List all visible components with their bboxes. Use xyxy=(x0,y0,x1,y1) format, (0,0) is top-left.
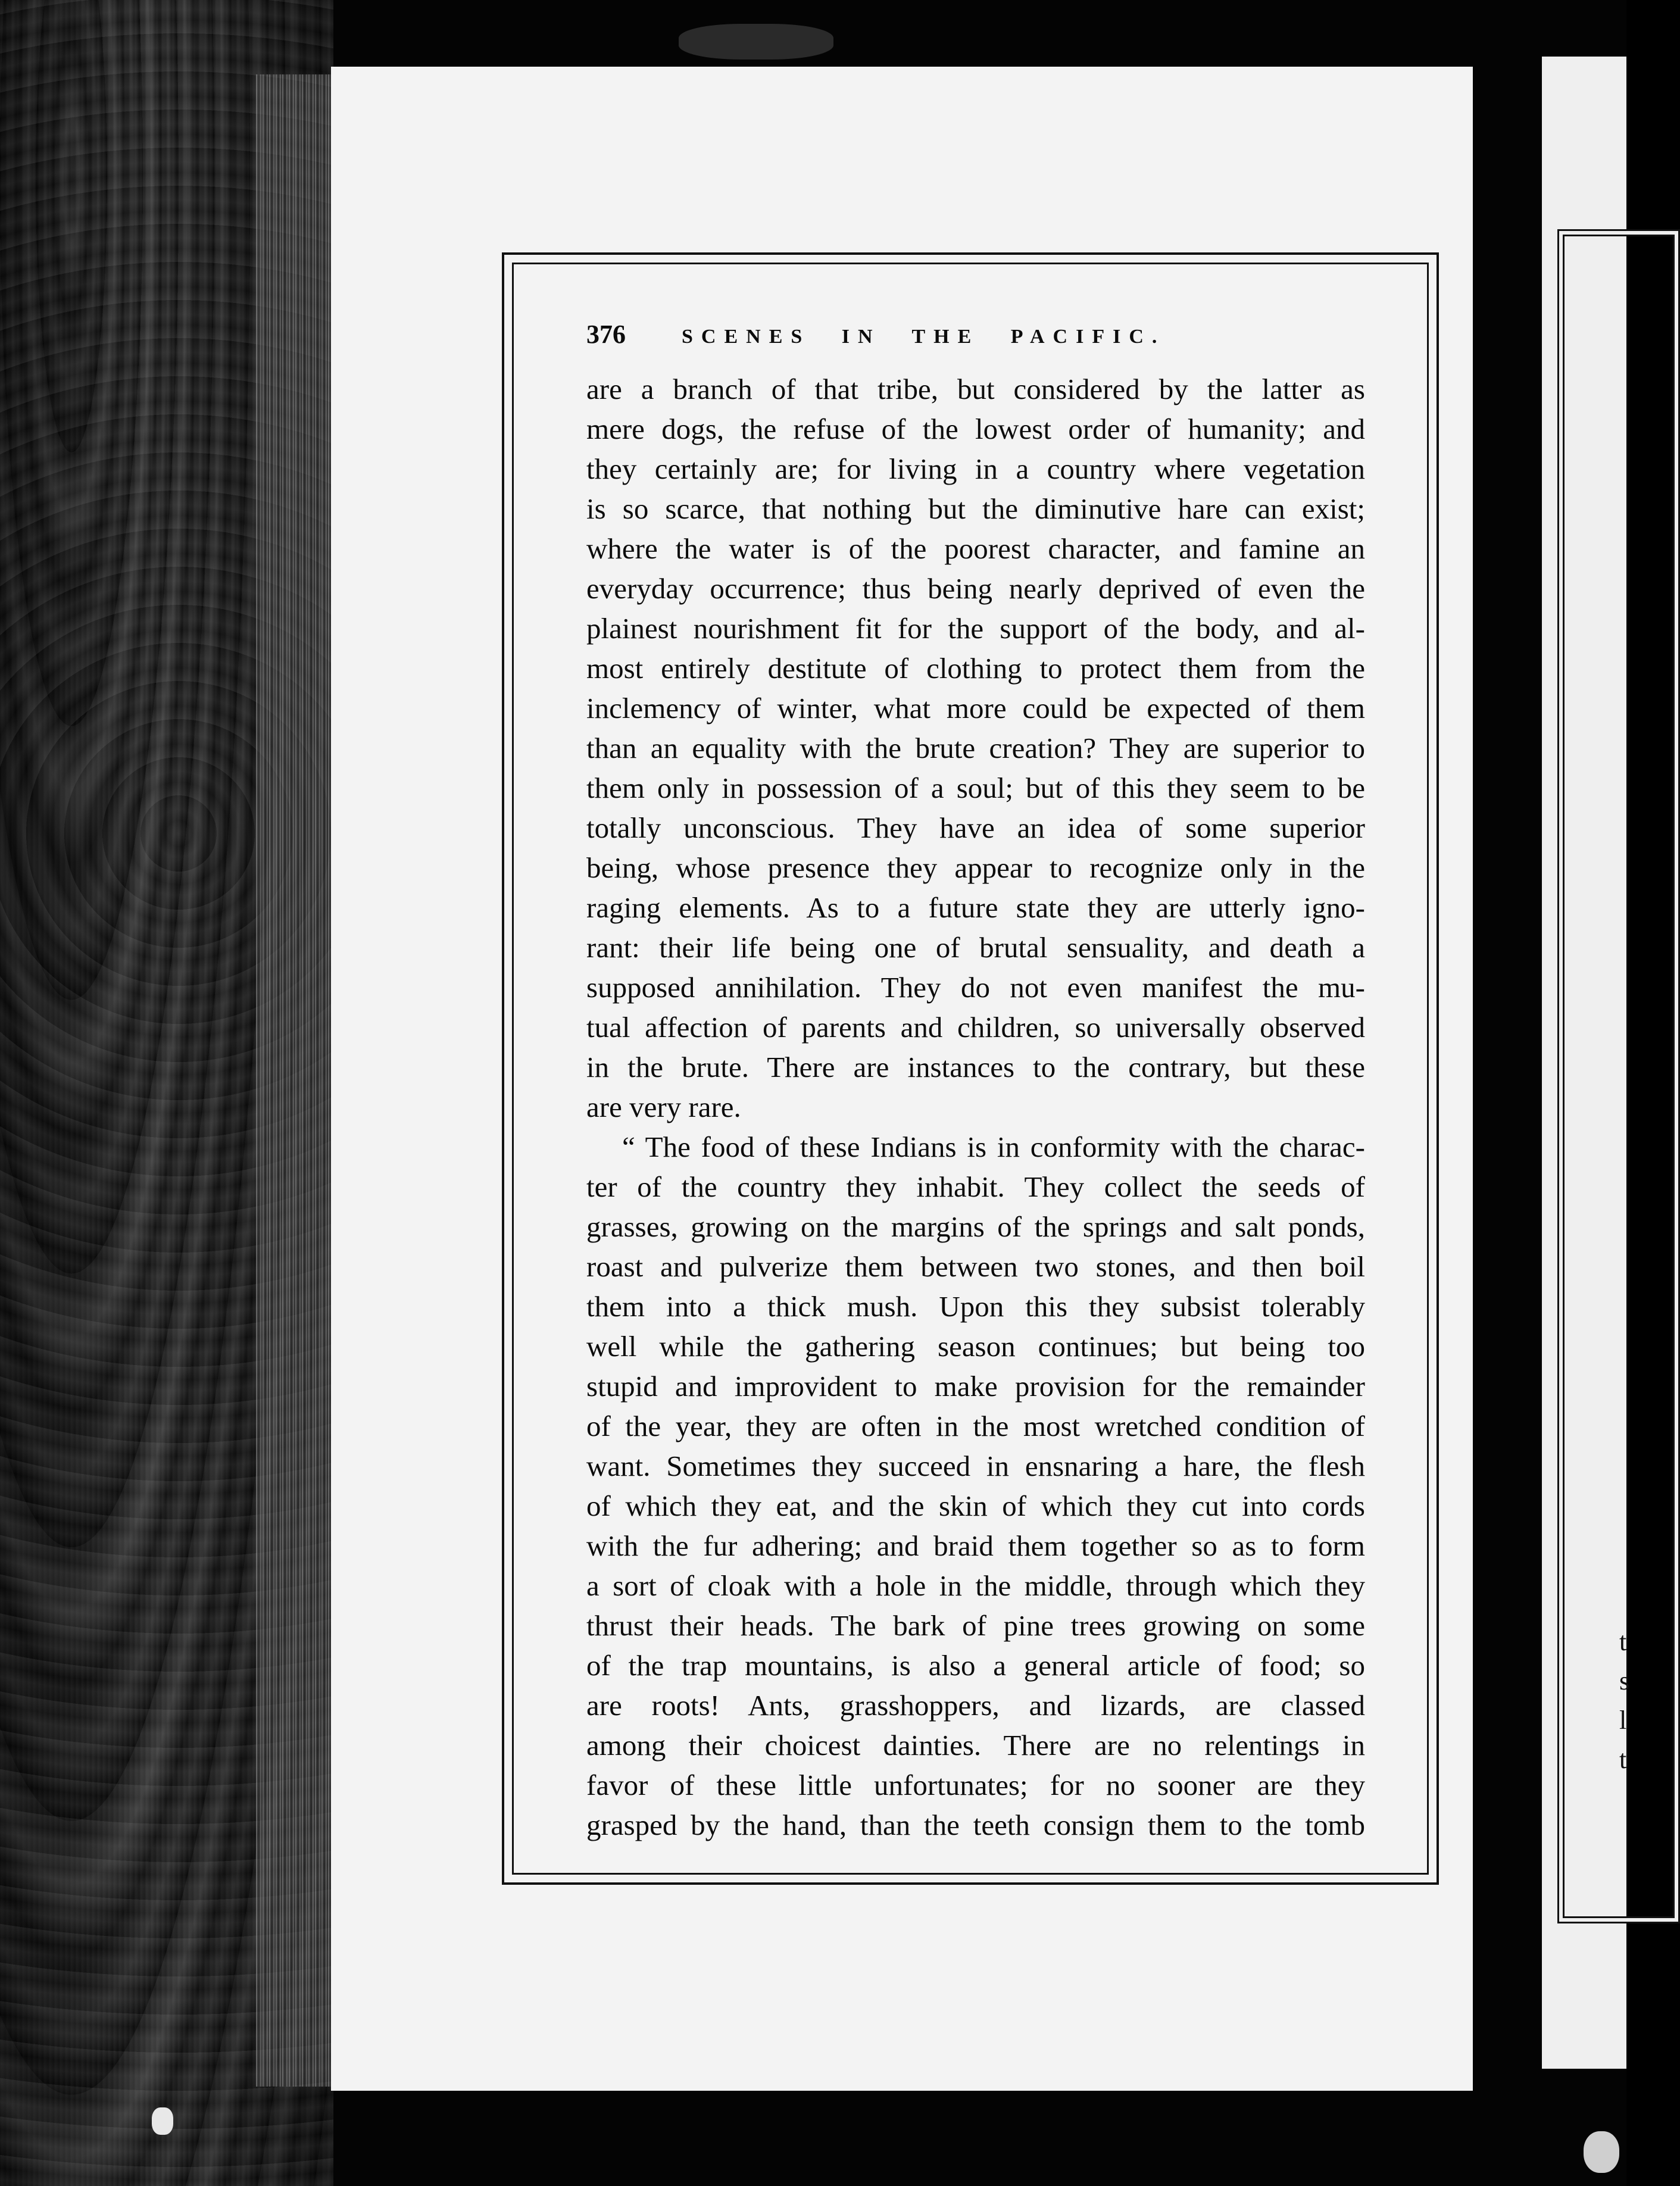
text-line: most entirely destitute of clothing to protect them from the xyxy=(586,652,1365,685)
text-line: of the trap mountains, is also a general article of food; so xyxy=(586,1649,1365,1682)
text-line: a sort of cloak with a hole in the middle, through which they xyxy=(586,1569,1365,1602)
text-line: with the fur adhering; and braid them together so as to form xyxy=(586,1529,1365,1562)
text-line: they certainly are; for living in a country where vegetation xyxy=(586,452,1365,485)
text-line: well while the gathering season continues; but being too xyxy=(586,1330,1365,1363)
page-text-block xyxy=(586,319,1365,1845)
text-line: grasses, growing on the margins of the springs and salt ponds, xyxy=(586,1210,1365,1243)
text-line: favor of these little unfortunates; for no sooner are they xyxy=(586,1769,1365,1801)
text-line: inclemency of winter, what more could be expected of them xyxy=(586,692,1365,724)
text-line: than an equality with the brute creation? They are superior to xyxy=(586,732,1365,764)
text-line: where the water is of the poorest character, and famine an xyxy=(586,532,1365,565)
scan-speck xyxy=(152,2107,173,2135)
text-line: is so scarce, that nothing but the diminutive hare can exist; xyxy=(586,492,1365,525)
running-title: SCENES IN THE PACIFIC. xyxy=(682,326,1166,348)
text-line: are roots! Ants, grasshoppers, and lizards, are classed xyxy=(586,1689,1365,1722)
text-line: among their choicest dainties. There are no relentings in xyxy=(586,1729,1365,1762)
text-line: rant: their life being one of brutal sensuality, and death a xyxy=(586,931,1365,964)
text-line: grasped by the hand, than the teeth consign them to the tomb xyxy=(586,1809,1365,1841)
scan-speck xyxy=(1584,2131,1619,2173)
adjacent-page-text: t s l t xyxy=(1619,1627,1630,1774)
text-line: are a branch of that tribe, but considered by the latter as xyxy=(586,373,1365,405)
text-line: “ The food of these Indians is in conformity with the charac- xyxy=(622,1131,1365,1163)
page-edges-strip xyxy=(256,74,333,2087)
text-line: want. Sometimes they succeed in ensnaring a hare, the flesh xyxy=(586,1450,1365,1482)
text-line: being, whose presence they appear to recognize only in the xyxy=(586,851,1365,884)
scan-speck xyxy=(679,24,833,60)
text-line: in the brute. There are instances to the contrary, but these xyxy=(586,1051,1365,1083)
text-line: roast and pulverize them between two stones, and then boil xyxy=(586,1250,1365,1283)
text-line: thrust their heads. The bark of pine trees growing on some xyxy=(586,1609,1365,1642)
text-line: ter of the country they inhabit. They collect the seeds of xyxy=(586,1170,1365,1203)
text-line: tual affection of parents and children, so universally observed xyxy=(586,1011,1365,1044)
text-line: them into a thick mush. Upon this they subsist tolerably xyxy=(586,1290,1365,1323)
text-line: supposed annihilation. They do not even manifest the mu- xyxy=(586,971,1365,1004)
text-line: everyday occurrence; thus being nearly deprived of even the xyxy=(586,572,1365,605)
text-line: mere dogs, the refuse of the lowest order of humanity; and xyxy=(586,413,1365,445)
adjacent-page-frame xyxy=(1557,229,1680,1923)
text-line: plainest nourishment fit for the support of the body, and al- xyxy=(586,612,1365,645)
running-head xyxy=(586,319,1365,361)
text-line: totally unconscious. They have an idea of some superior xyxy=(586,811,1365,844)
text-line: of the year, they are often in the most wretched condition of xyxy=(586,1410,1365,1442)
page-number: 376 xyxy=(586,320,626,349)
text-line: stupid and improvident to make provision for the remainder xyxy=(586,1370,1365,1403)
text-line: are very rare. xyxy=(586,1091,741,1123)
adjacent-page xyxy=(1542,57,1630,2069)
text-line: raging elements. As to a future state they are utterly igno- xyxy=(586,891,1365,924)
text-line: of which they eat, and the skin of which they cut into cords xyxy=(586,1489,1365,1522)
text-line: them only in possession of a soul; but of this they seem to be xyxy=(586,772,1365,804)
